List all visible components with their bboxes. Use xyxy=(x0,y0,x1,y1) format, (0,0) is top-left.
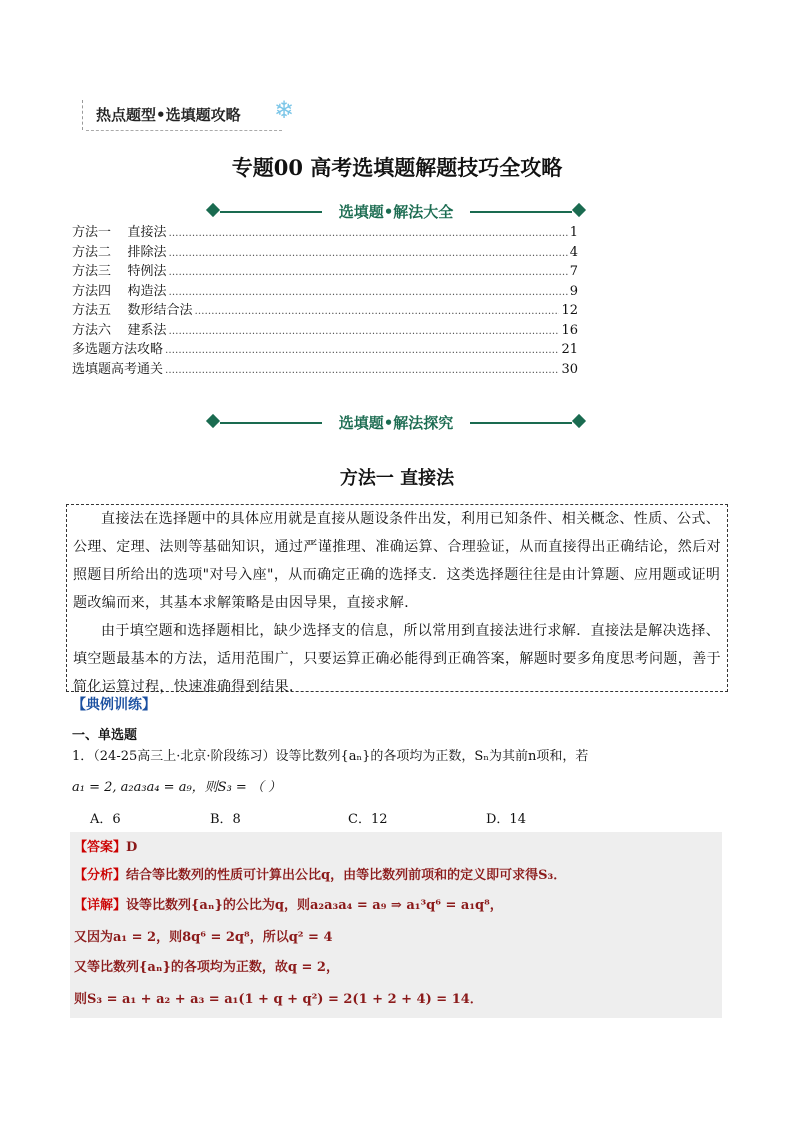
intro-paragraph: 直接法在选择题中的具体应用就是直接从题设条件出发，利用已知条件、相关概念、性质、公式、公理、定理、法则等基础知识，通过严谨推理、准确运算、合理验证，从而直接得出正确结论，然后对照题目所给出的选项"对号入座"，从而确定正确的选择支．这类选择题往往是由计算题、应用题或证明题改编而来，其基本求解策略是由因导果，直接求解． xyxy=(73,511,721,611)
toc-leader xyxy=(169,322,560,342)
banner-label: 选填题•解法大全 xyxy=(338,203,454,221)
option-d[interactable]: D．14 xyxy=(486,812,526,827)
toc-label: 方法一 直接法 xyxy=(72,225,167,240)
toc-leader xyxy=(195,302,560,322)
header-tag: 热点题型•选填题攻略 xyxy=(96,106,241,124)
banner-rule xyxy=(470,422,572,424)
table-of-contents xyxy=(72,224,578,380)
toc-leader xyxy=(169,244,568,264)
toc-entry[interactable] xyxy=(72,263,578,283)
banner-rule xyxy=(470,211,572,213)
toc-label: 多选题方法攻略 xyxy=(72,342,164,357)
analysis-line xyxy=(74,864,566,883)
toc-leader xyxy=(169,283,568,303)
solution-line: 又等比数列{aₙ}的各项均为正数，故q = 2， xyxy=(74,960,339,975)
toc-entry[interactable] xyxy=(72,341,578,361)
analysis-label: 【分析】 xyxy=(74,868,127,883)
toc-label: 方法六 建系法 xyxy=(72,322,167,338)
toc-page: 21 xyxy=(561,342,578,357)
example-tag: 【典例训练】 xyxy=(72,697,156,713)
section-banner-explore xyxy=(206,412,586,434)
analysis-text: 结合等比数列的性质可计算出公比q，由等比数列前项和的定义即可求得S₃． xyxy=(126,868,567,883)
method-title: 方法一 直接法 xyxy=(339,468,455,489)
option-a[interactable]: A．6 xyxy=(90,812,121,827)
toc-entry[interactable] xyxy=(72,244,578,264)
header-decor-bar xyxy=(82,100,87,130)
toc-page: 7 xyxy=(569,264,578,279)
toc-label: 方法五 数形结合法 xyxy=(72,303,193,318)
solution-line: 又因为a₁ = 2，则8q⁶ = 2q⁸，所以q² = 4 xyxy=(74,930,333,945)
toc-page: 16 xyxy=(561,322,578,338)
page-title: 专题00 高考选填题解题技巧全攻略 xyxy=(231,155,563,180)
toc-label: 选填题高考通关 xyxy=(72,361,164,377)
option-c[interactable]: C．12 xyxy=(348,812,388,827)
answer-label: 【答案】 xyxy=(74,840,127,855)
intro-paragraph: 由于填空题和选择题相比，缺少选择支的信息，所以常用到直接法进行求解．直接法是解决选择、填空题最基本的方法，适用范围广，只要运算正确必能得到正确答案，解题时要多角度思考问题，善于简化运算过程，快速准确得到结果． xyxy=(73,623,721,695)
toc-label: 方法三 特例法 xyxy=(72,264,167,279)
toc-page: 4 xyxy=(569,244,578,260)
question-condition: a₁ = 2, a₂a₃a₄ = a₉，则S₃ = （ ） xyxy=(72,780,282,795)
intro-box xyxy=(66,504,728,695)
toc-entry[interactable] xyxy=(72,361,578,381)
toc-entry[interactable] xyxy=(72,283,578,303)
toc-entry[interactable] xyxy=(72,224,578,244)
section-heading: 一、单选题 xyxy=(72,728,138,743)
section-banner-solutions xyxy=(206,201,586,223)
toc-label: 方法二 排除法 xyxy=(72,244,167,260)
detail-text: 设等比数列{aₙ}的公比为q，则a₂a₃a₄ = a₉ ⇒ a₁³q⁶ = a₁q⁸， xyxy=(126,898,503,913)
toc-entry[interactable] xyxy=(72,302,578,322)
toc-leader xyxy=(169,263,568,283)
answer-value: D xyxy=(126,840,138,855)
snowflake-icon: ❄ xyxy=(274,96,295,124)
toc-page: 12 xyxy=(561,303,578,318)
detail-line xyxy=(74,894,503,913)
solution-line: 则S₃ = a₁ + a₂ + a₃ = a₁(1 + q + q²) = 2(1 + 2 + 4) = 14． xyxy=(74,992,483,1007)
header-underline xyxy=(86,130,282,131)
toc-leader xyxy=(165,341,559,361)
toc-page: 9 xyxy=(569,283,578,299)
option-b[interactable]: B．8 xyxy=(210,812,241,827)
answer-box xyxy=(70,832,722,1018)
answer-line xyxy=(74,836,137,855)
banner-label: 选填题•解法探究 xyxy=(338,414,454,432)
toc-label: 方法四 构造法 xyxy=(72,283,167,299)
toc-entry[interactable] xyxy=(72,322,578,342)
toc-page: 1 xyxy=(569,225,578,240)
detail-label: 【详解】 xyxy=(74,898,127,913)
toc-leader xyxy=(169,224,568,244)
toc-page: 30 xyxy=(561,361,578,377)
question-text: 1．（24-25高三上·北京·阶段练习）设等比数列{aₙ}的各项均为正数，Sₙ为其前n项和，若 xyxy=(72,749,589,764)
toc-leader xyxy=(165,361,559,381)
